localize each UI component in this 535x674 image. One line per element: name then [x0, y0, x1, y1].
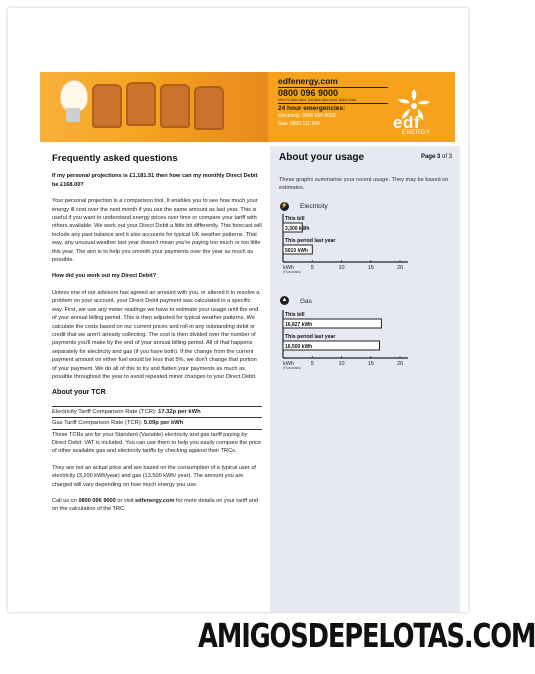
gas-category-label: This bill	[285, 312, 305, 318]
gas-category-label: This period last year	[285, 334, 336, 340]
electricity-tick-label: 15	[367, 265, 374, 271]
page-prefix: Page	[420, 154, 437, 160]
tcr-paragraph-2: They are not an actual price and are based on the consumption of a typical user of electricity (3,200 kWh/year) and gas (13,500 kWh/ year). The amount you are charged will vary depending on how much energy you use.	[52, 464, 256, 488]
call-suffix: for more details on your tariff and on the calculation of the TRC.	[52, 498, 258, 513]
gas-emergency: Gas: 0800 111 999	[278, 121, 320, 127]
website-link[interactable]: edfenergy.com	[278, 76, 388, 88]
tcr-gas-row	[52, 417, 262, 429]
electricity-tick-label: 5	[310, 265, 314, 271]
phone-number: 0800 096 9000	[278, 88, 339, 98]
electricity-chart-title: Electricity	[300, 203, 328, 210]
toast-image	[194, 86, 224, 130]
call-prefix: Call us on	[52, 498, 79, 504]
gas-tick-label: 10	[338, 361, 345, 367]
lightbulb-base	[66, 108, 80, 122]
electricity-emergency: Electricity: 0800 056 8090	[278, 113, 336, 119]
toast-image	[92, 84, 122, 128]
page-suffix: of 3	[440, 154, 452, 160]
gas-x-axis-sublabel: (Thousands)	[283, 366, 301, 370]
electricity-data-label: 3,300 kWh	[285, 226, 310, 232]
opening-hours: Mon-Fri 8am-8pm, Sat 8am-5pm (excl. Bank Hols)	[278, 98, 388, 104]
tcr-gas-label: Gas Tariff Comparison Rate (TCR):	[52, 420, 144, 427]
faq-question-1: If my personal projections is £1,181.51 then how can my monthly Direct Debit be £168.00?	[52, 173, 258, 188]
page-number	[421, 154, 452, 160]
edf-logo-subtext: ENERGY	[402, 130, 431, 136]
faq-answer-2: Unless one of our advisors has agreed an amount with you, or altered it to resolve a problem on your account, your Direct Debit payment was calculated in a specific way. First, we use any meter readings we have to estimate your usage until the end of your annual billing period. This is then adjusted for typical weather patterns. We calculate the costs based on our current prices and roll-in any outstanding debit or credit that we aren't already collecting. The cost is then divided over the number of payments you'll make by the end of your annual billing period. All of that happens separately for electricity and gas (if you have both). If the change from the current payment amount on either fuel would be less that 5%, we don't change that portion of your payment. We do all of this to try and flatten your payments as much as possible throughout the year to avoid repeated minor changes to your Direct Debit.	[52, 289, 260, 380]
tcr-gas-value: 5.09p per kWh	[143, 420, 184, 427]
tcr-electricity-label: Electricity Tariff Comparison Rate (TCR):	[52, 408, 159, 415]
tcr-electricity-value: 17.32p per kWh	[158, 408, 201, 415]
gas-chart	[270, 308, 460, 380]
electricity-data-label: 5010 kWh	[285, 248, 309, 254]
call-phone: 0800 096 9000	[78, 498, 116, 504]
tcr-call-paragraph	[52, 497, 262, 514]
usage-title: About your usage	[279, 152, 365, 163]
call-website-link[interactable]: edfenergy.com	[135, 498, 175, 504]
gas-tick-label: 5	[310, 361, 314, 367]
electricity-chart	[270, 212, 460, 282]
gas-tick-label: 20	[396, 361, 404, 367]
gas-tick-label: 15	[367, 361, 374, 367]
electricity-tick-label: 10	[338, 265, 345, 271]
tcr-title: About your TCR	[52, 389, 106, 397]
faq-answer-1: Your personal projection is a comparison tool. It enables you to see how much your energy ill cost over the next month if you use the same amount as last year. This is useful if you want to understand energy prices over time or compare your tariff with others available. We work out your Direct Debit a little bit differently. This forecast will include any past balance and it also accounts for typical UK weather patterns. That way, any unusual weather last year doesn't mean you're paying too much or too little this year. The aim is to help you smooth your payments over the year as much as possible.	[52, 198, 262, 264]
usage-panel	[270, 146, 460, 612]
electricity-x-axis-label: kWh	[283, 265, 294, 271]
faq-title: Frequently asked questions	[52, 153, 178, 164]
tcr-electricity-row	[52, 406, 262, 417]
toast-image	[126, 82, 156, 126]
lightning-icon: ⚡	[280, 203, 289, 209]
tcr-paragraph-1: These TCRs are for your Standard (Variable) electricity and gas tariff paying by Direct Debit: VAT is included. You can use them to help you easily compare the price of other available gas and electricity tariffs by checking against their TRCs.	[52, 431, 261, 455]
watermark	[198, 616, 535, 666]
gas-chart-title: Gas	[300, 298, 312, 305]
faq-question-2: How did you work out my Direct Debit?	[52, 273, 157, 280]
watermark-text: AMIGOSDEPELOTAS.COM	[198, 616, 535, 655]
gas-data-label: 16,500 kWh	[285, 344, 313, 350]
faq-column	[52, 155, 262, 522]
flame-icon: ▲	[281, 297, 288, 303]
page-current: 3	[436, 154, 441, 160]
gas-x-axis-label: kWh	[283, 361, 294, 367]
gas-data-label: 16,827 kWh	[285, 322, 313, 328]
contact-block	[278, 76, 388, 128]
electricity-tick-label: 20	[396, 265, 404, 271]
edf-logo-text: edf	[393, 113, 420, 132]
electricity-category-label: This bill	[285, 216, 305, 222]
call-mid: or visit	[115, 498, 136, 504]
emergency-title: 24 hour emergencies:	[278, 105, 346, 112]
usage-intro: These graphs summarise your recent usage. They may be based on estimates.	[279, 177, 449, 191]
electricity-category-label: This period last year	[285, 238, 336, 244]
toast-image	[160, 84, 190, 128]
electricity-x-axis-sublabel: (Thousands)	[283, 270, 301, 274]
